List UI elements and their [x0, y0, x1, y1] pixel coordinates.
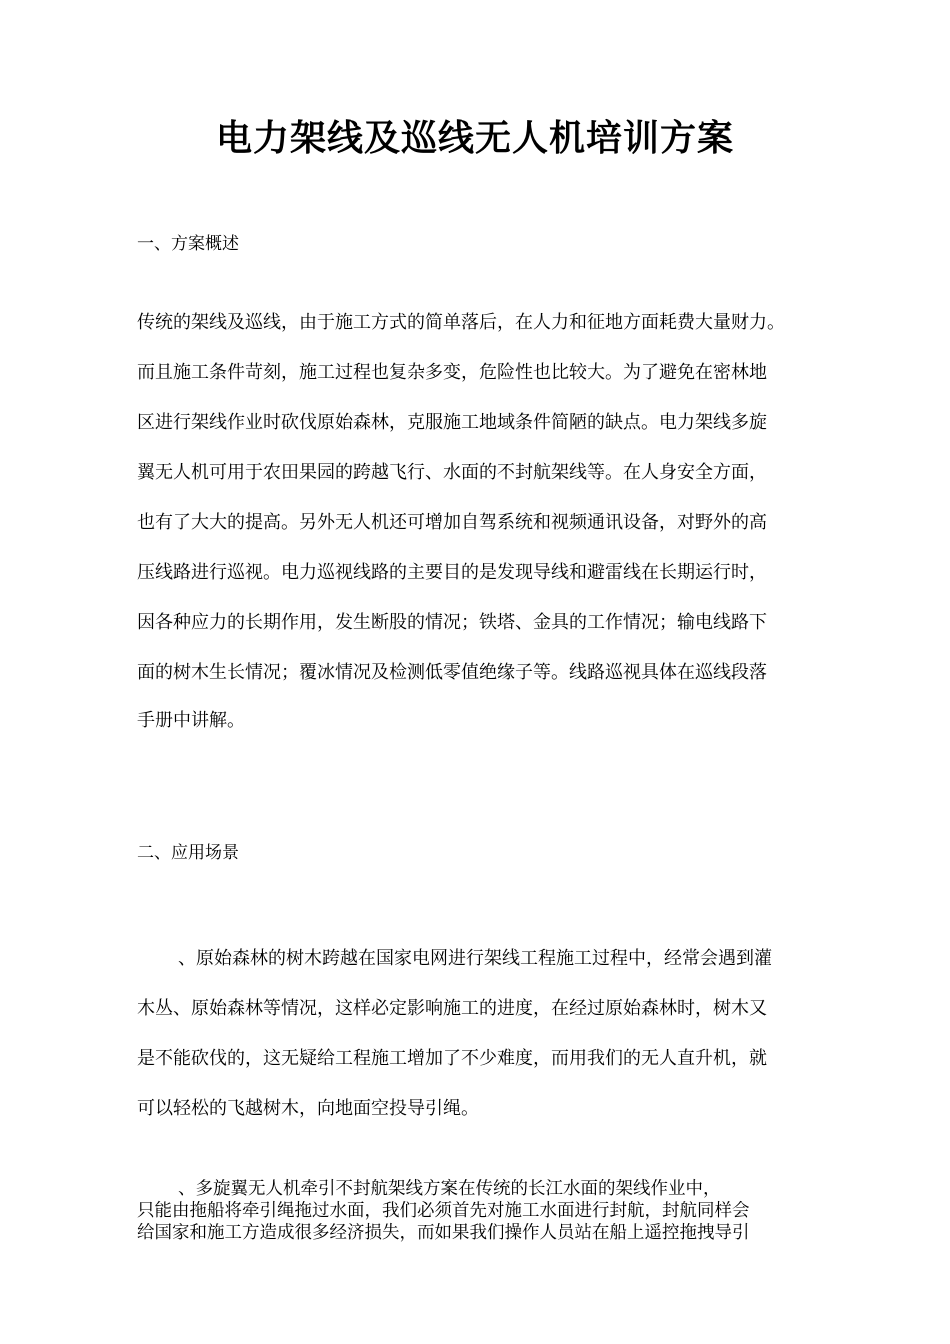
paragraph-line: 因各种应力的长期作用，发生断股的情况；铁塔、金具的工作情况；输电线路下 [137, 612, 767, 633]
paragraph-line: 、多旋翼无人机牵引不封航架线方案在传统的长江水面的架线作业中， [178, 1179, 721, 1199]
paragraph-line: 区进行架线作业时砍伐原始森林，克服施工地域条件简陋的缺点。电力架线多旋 [137, 412, 767, 433]
paragraph-line: 给国家和施工方造成很多经济损失，而如果我们操作人员站在船上遥控拖拽导引 [137, 1223, 750, 1243]
paragraph-line: 可以轻松的飞越树木，向地面空投导引绳。 [137, 1098, 479, 1119]
section-heading-overview: 一、方案概述 [137, 234, 239, 254]
paragraph-line: 是不能砍伐的，这无疑给工程施工增加了不少难度，而用我们的无人直升机，就 [137, 1048, 767, 1069]
paragraph-line: 传统的架线及巡线，由于施工方式的简单落后，在人力和征地方面耗费大量财力。 [137, 312, 785, 333]
paragraph-line: 只能由拖船将牵引绳拖过水面，我们必须首先对施工水面进行封航，封航同样会 [137, 1201, 750, 1221]
paragraph-line: 、原始森林的树木跨越在国家电网进行架线工程施工过程中，经常会遇到灌 [178, 948, 772, 969]
paragraph-line: 也有了大大的提高。另外无人机还可增加自驾系统和视频通讯设备，对野外的高 [137, 512, 767, 533]
paragraph-line: 翼无人机可用于农田果园的跨越飞行、水面的不封航架线等。在人身安全方面， [137, 462, 767, 483]
paragraph-line: 压线路进行巡视。电力巡视线路的主要目的是发现导线和避雷线在长期运行时， [137, 562, 767, 583]
document-title: 电力架线及巡线无人机培训方案 [215, 118, 734, 159]
paragraph-line: 手册中讲解。 [137, 710, 245, 731]
paragraph-line: 而且施工条件苛刻，施工过程也复杂多变，危险性也比较大。为了避免在密林地 [137, 362, 767, 383]
paragraph-line: 面的树木生长情况；覆冰情况及检测低零值绝缘子等。线路巡视具体在巡线段落 [137, 662, 767, 683]
section-heading-scenarios: 二、应用场景 [137, 843, 239, 863]
paragraph-line: 木丛、原始森林等情况，这样必定影响施工的进度，在经过原始森林时，树木又 [137, 998, 767, 1019]
